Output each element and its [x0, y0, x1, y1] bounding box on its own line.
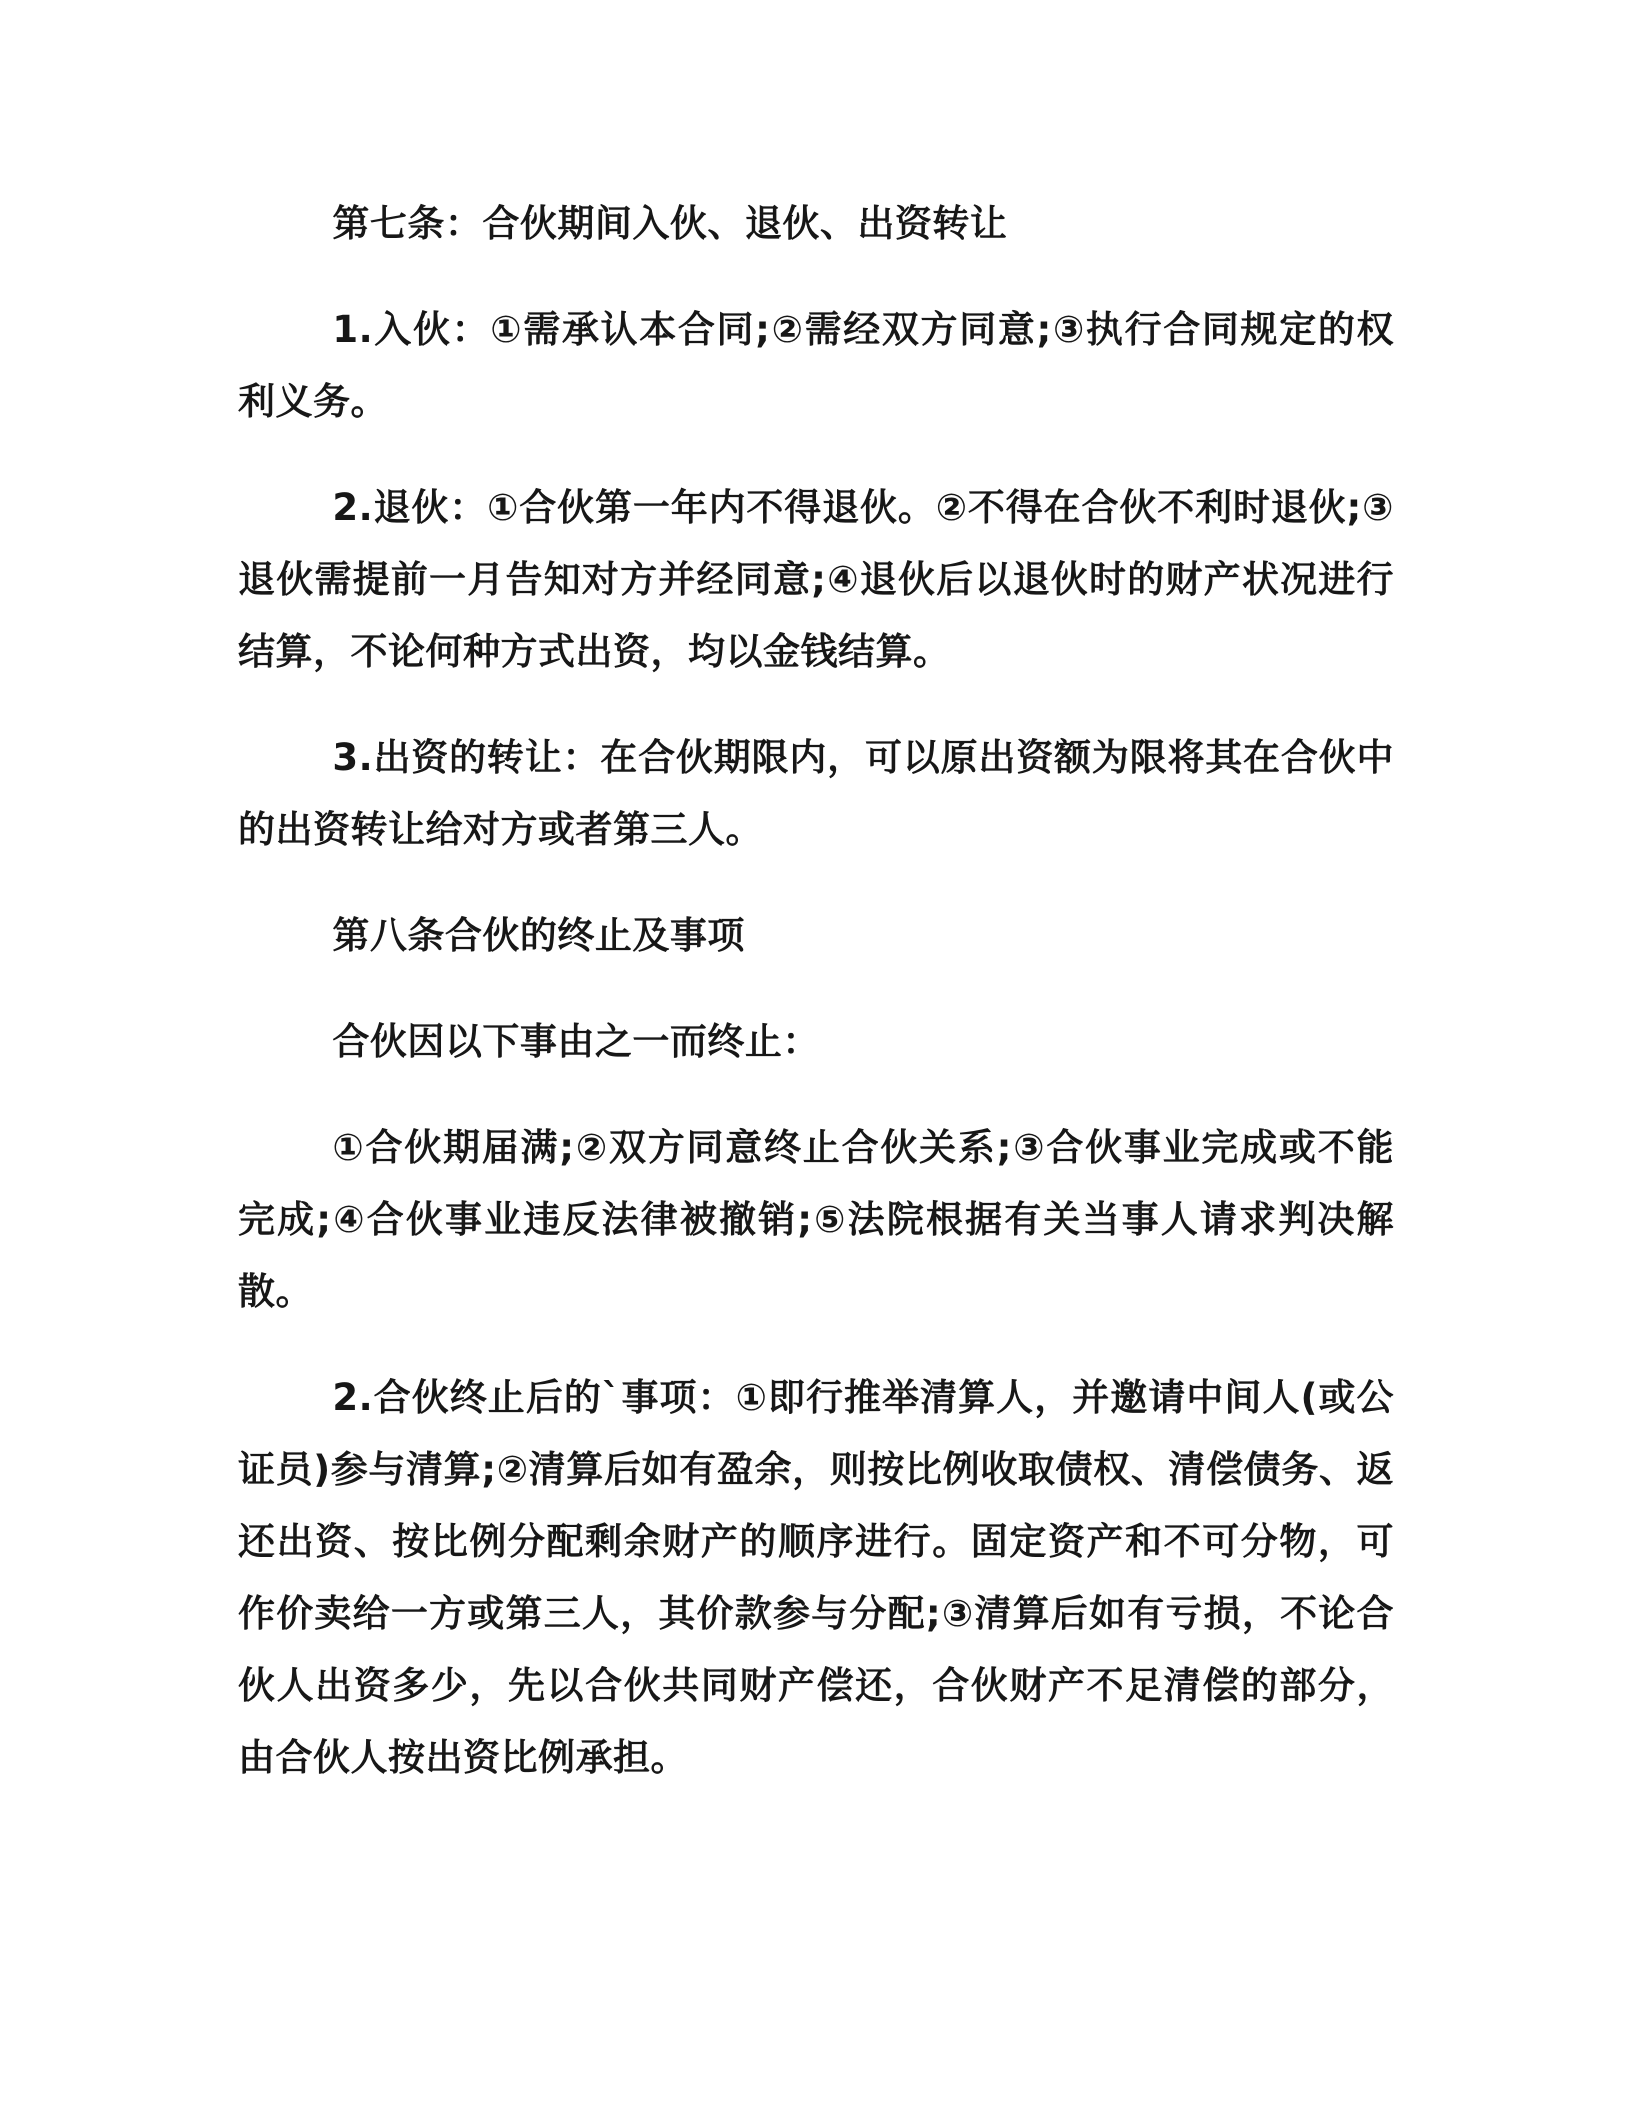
- clause-heading-article-8: 第八条合伙的终止及事项: [332, 914, 745, 957]
- document-body: [238, 188, 1394, 1794]
- paragraph-termination-causes: ①合伙期届满;②双方同意终止合伙关系;③合伙事业完成或不能完成;④合伙事业违反法律被撤销;⑤法院根据有关当事人请求判决解散。: [238, 1126, 1394, 1313]
- paragraph-post-termination-matters: 2.合伙终止后的`事项：①即行推举清算人，并邀请中间人(或公证员)参与清算;②清算后如有盈余，则按比例收取债权、清偿债务、返还出资、按比例分配剩余财产的顺序进行。固定资产和不可分物，可作价卖给一方或第三人，其价款参与分配;③清算后如有亏损，不论合伙人出资多少，先以合伙共同财产偿还，合伙财产不足清偿的部分，由合伙人按出资比例承担。: [238, 1376, 1394, 1779]
- paragraph-termination-intro: 合伙因以下事由之一而终止：: [332, 1020, 820, 1063]
- clause-heading-article-7: 第七条：合伙期间入伙、退伙、出资转让: [332, 202, 1008, 245]
- paragraph-join-partnership: 1.入伙：①需承认本合同;②需经双方同意;③执行合同规定的权利义务。: [238, 308, 1394, 423]
- paragraph-withdraw-partnership: 2.退伙：①合伙第一年内不得退伙。②不得在合伙不利时退伙;③退伙需提前一月告知对方并经同意;④退伙后以退伙时的财产状况进行结算，不论何种方式出资，均以金钱结算。: [238, 486, 1394, 673]
- paragraph-capital-transfer: 3.出资的转让：在合伙期限内，可以原出资额为限将其在合伙中的出资转让给对方或者第三人。: [238, 736, 1394, 851]
